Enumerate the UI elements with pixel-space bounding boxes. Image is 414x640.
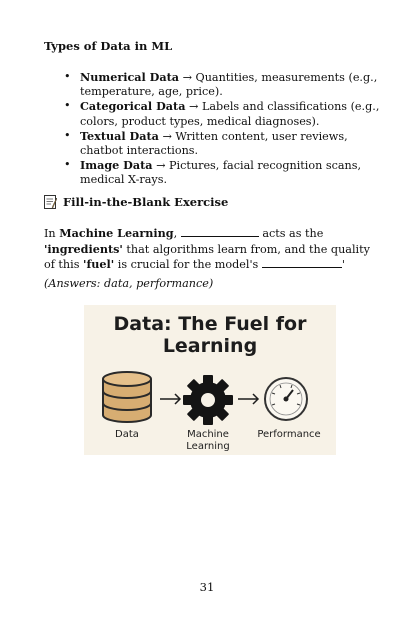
para-term: 'fuel' (83, 257, 115, 271)
para-text: , (173, 227, 181, 240)
exercise-heading (44, 195, 228, 209)
bullet-term: Textual Data (80, 128, 159, 143)
bullet-term: Image Data (80, 158, 153, 173)
para-text: acts as the (258, 227, 324, 240)
bullet-text: → Written content, user reviews, chatbot interactions. (80, 129, 348, 158)
bullet-dot: • (64, 128, 71, 142)
bullet-dot: • (64, 70, 71, 83)
label-data: Data (115, 429, 139, 440)
blank-line (262, 257, 342, 268)
bullet-text: → Pictures, facial recognition scans, medical X-rays. (80, 159, 362, 187)
para-text: is crucial for the model's (114, 258, 262, 271)
figure-title-line: Data: The Fuel for (113, 313, 307, 335)
bullet-term: Categorical Data (80, 99, 186, 114)
para-text: that algorithms learn from, and the quality of this (44, 242, 370, 271)
para-term: 'ingredients' (44, 241, 123, 256)
list-item (64, 158, 380, 187)
para-text: ' (341, 258, 345, 271)
database-icon (103, 372, 151, 422)
arrow-right-icon (238, 394, 258, 404)
data-types-list (64, 70, 380, 188)
blank-line (181, 226, 259, 237)
para-text: In (44, 227, 60, 240)
gear-icon (183, 375, 233, 425)
exercise-title: Fill-in-the-Blank Exercise (63, 195, 229, 209)
arrow-right-icon (160, 394, 180, 404)
list-item (64, 128, 380, 158)
bullet-dot: • (64, 99, 71, 113)
list-item (64, 70, 380, 99)
para-term: Machine Learning (59, 226, 174, 240)
bullet-term: Numerical Data (80, 70, 180, 84)
label-line: Learning (186, 441, 230, 452)
exercise-paragraph (44, 226, 380, 273)
label-machine-learning (178, 429, 238, 453)
page-number: 31 (199, 580, 215, 594)
list-item (64, 99, 380, 128)
label-performance: Performance (257, 429, 321, 440)
answers-note: (Answers: data, performance) (44, 277, 214, 290)
figure-title-line: Learning (162, 335, 258, 357)
memo-icon (44, 195, 57, 209)
label-line: Machine (187, 429, 229, 440)
bullet-text: → Labels and classifications (e.g., colors, product types, medical diagnoses). (80, 100, 380, 128)
gauge-icon (265, 378, 307, 420)
bullet-text: → Quantities, measurements (e.g., temperature, age, price). (80, 71, 378, 99)
bullet-dot: • (64, 158, 71, 172)
data-fuel-figure (84, 305, 336, 455)
section-heading: Types of Data in ML (44, 39, 173, 53)
